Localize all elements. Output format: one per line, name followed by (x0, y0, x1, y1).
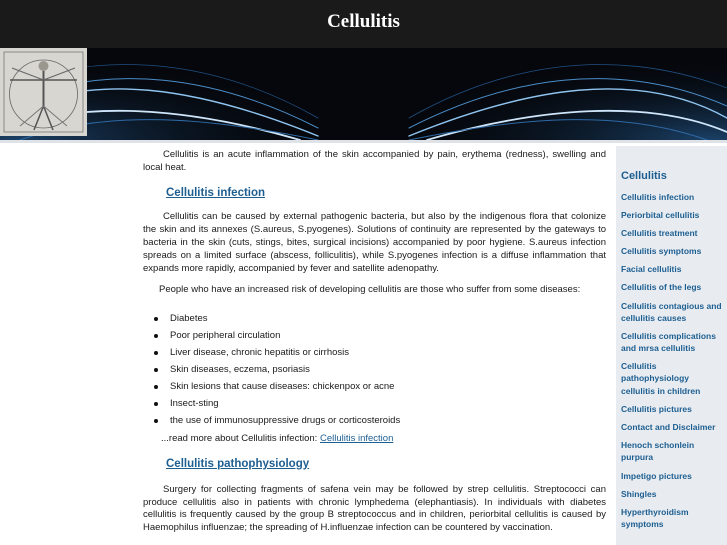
intro-paragraph: Cellulitis is an acute inflammation of the skin accompanied by pain, erythema (redness), swelling and local heat. (143, 149, 606, 173)
pathophysiology-paragraph: Surgery for collecting fragments of safena vein may be followed by strep cellulitis. Streptococci can produce cellulitis also in patients with chronic lymphedema (elephantiasis). In individuals with diabetes cellulitis is frequently caused by the group B streptococcus and in children, periorbital cellulitis is caused by Haemophilus influenzae; the spreading of H.influenzae infection can be countered by vaccination. (143, 483, 606, 534)
list-item: Skin diseases, eczema, psoriasis (143, 361, 606, 378)
header-banner (0, 48, 727, 140)
bullet-icon (154, 351, 158, 355)
sidebar-link[interactable]: Cellulitis treatment (621, 228, 698, 238)
sidebar-link[interactable]: Cellulitis pictures (621, 404, 692, 414)
read-more-link[interactable]: Cellulitis infection (319, 433, 394, 445)
bullet-icon (154, 334, 158, 338)
bullet-icon (154, 419, 158, 423)
sidebar-link[interactable]: Periorbital cellulitis (621, 210, 700, 220)
sidebar-link[interactable]: Contact and Disclaimer (621, 422, 716, 432)
bullet-icon (154, 317, 158, 321)
sidebar-link[interactable]: Cellulitis pathophysiology cellulitis in children (621, 361, 701, 396)
sidebar-link[interactable]: Cellulitis infection (621, 192, 695, 202)
list-item: the use of immunosuppressive drugs or corticosteroids (143, 412, 606, 429)
bullet-icon (154, 385, 158, 389)
site-title[interactable]: Cellulitis (327, 11, 400, 32)
sidebar (616, 146, 727, 545)
sidebar-link[interactable]: Cellulitis contagious and cellulitis causes (621, 301, 722, 324)
read-more-line (143, 433, 606, 446)
sidebar-link[interactable]: Facial cellulitis (621, 264, 682, 274)
sidebar-link[interactable]: Hyperthyroidism symptoms (621, 507, 689, 530)
list-item: Diabetes (143, 310, 606, 327)
content-divider (0, 140, 727, 143)
sidebar-link[interactable]: Shingles (621, 489, 657, 499)
risk-list (143, 310, 606, 429)
banner-swooshes (0, 48, 727, 140)
list-item: Skin lesions that cause diseases: chickenpox or acne (143, 378, 606, 395)
infection-paragraph: Cellulitis can be caused by external pathogenic bacteria, but also by the indigenous flora that colonize the skin and its annexes (S.aureus, S.pyogenes). Solutions of continuity are represented by the gateways to bacteria in the skin (cuts, stings, bites, surgical incisions) accompanied by poor hygiene. S.aureus infection spreads on a limited surface (abscess, folliculitis), while S.pyogenes infection is a diffuse inflammation that expands more rapidly, accompanied by fever and satellite adenopathy. (143, 211, 606, 274)
sidebar-link[interactable]: Impetigo pictures (621, 471, 692, 481)
list-item: Insect-sting (143, 395, 606, 412)
sidebar-link[interactable]: Cellulitis of the legs (621, 282, 702, 292)
list-item: Poor peripheral circulation (143, 327, 606, 344)
sidebar-link[interactable]: Cellulitis complications and mrsa cellulitis (621, 331, 716, 354)
sidebar-link[interactable]: Henoch schonlein purpura (621, 440, 695, 463)
risk-intro: People who have an increased risk of developing cellulitis are those who suffer from some diseases: (159, 284, 581, 296)
list-item: Liver disease, chronic hepatitis or cirrhosis (143, 344, 606, 361)
heading-cellulitis-infection[interactable]: Cellulitis infection (166, 186, 266, 199)
heading-cellulitis-pathophysiology[interactable]: Cellulitis pathophysiology (166, 457, 310, 470)
sidebar-link[interactable]: Cellulitis symptoms (621, 246, 702, 256)
bullet-icon (154, 368, 158, 372)
bullet-icon (154, 402, 158, 406)
main-content (143, 147, 606, 535)
sidebar-heading[interactable]: Cellulitis (621, 170, 667, 182)
read-more-prefix: ...read more about Cellulitis infection: (161, 433, 320, 445)
vitruvian-man-image (0, 48, 87, 136)
